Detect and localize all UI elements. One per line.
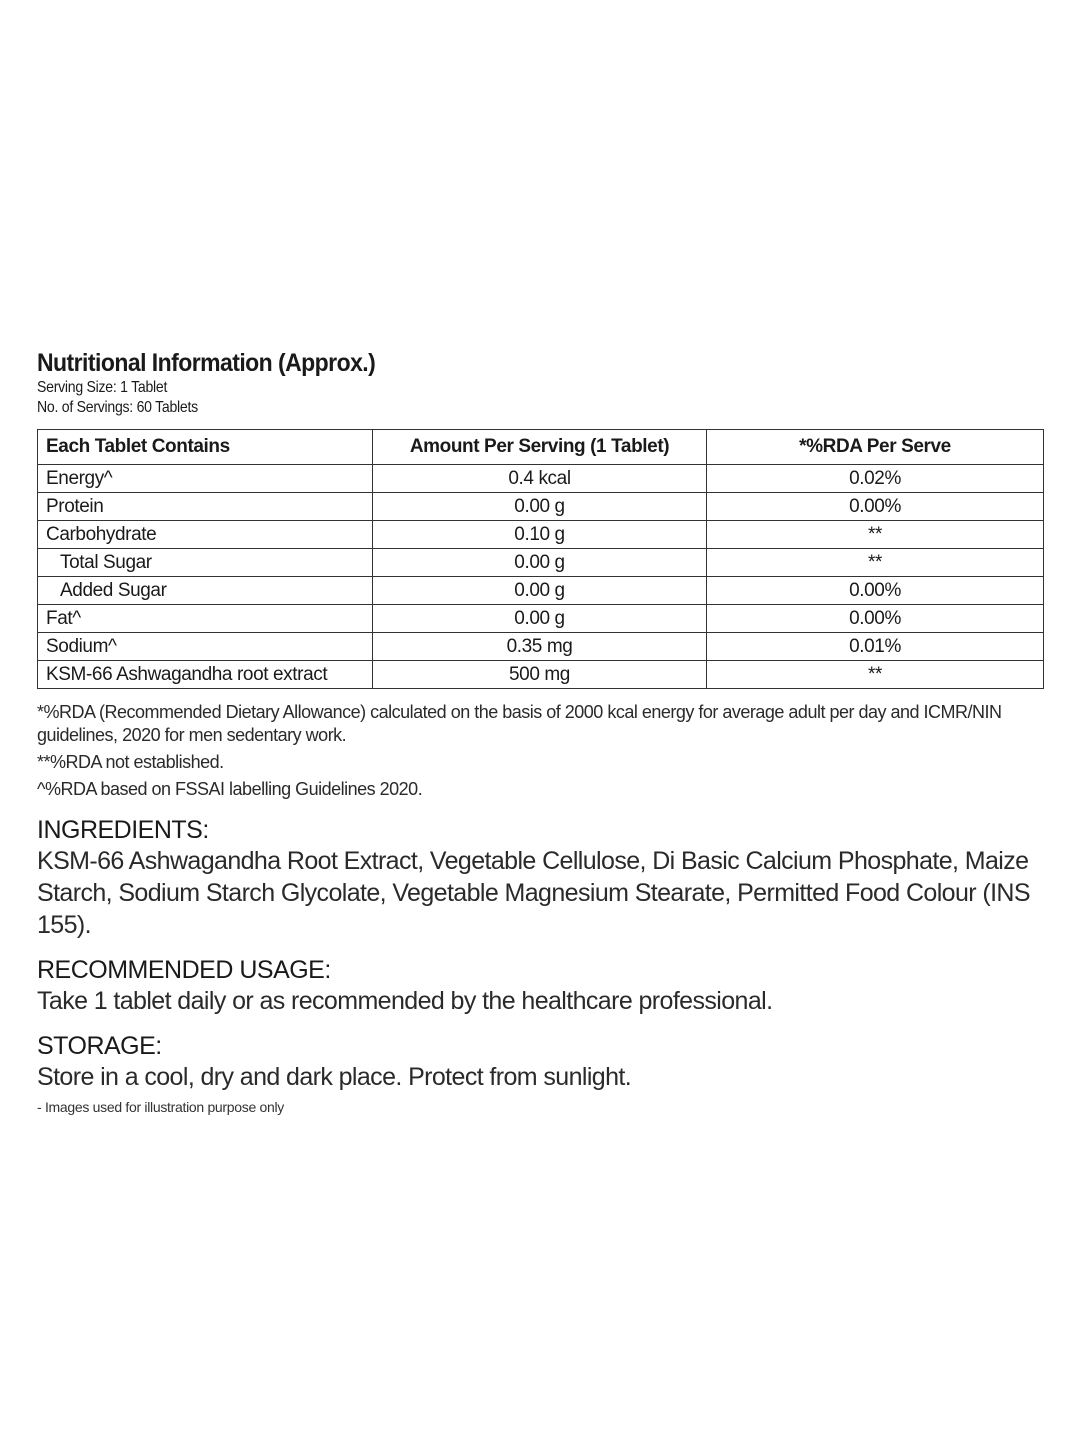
- table-row: [38, 549, 1044, 577]
- nutrient-amount: 0.35 mg: [373, 633, 707, 661]
- fssai-footnote: ^%RDA based on FSSAI labelling Guidelines 2020.: [37, 779, 423, 799]
- nutrient-rda: 0.00%: [707, 577, 1044, 605]
- nutrient-rda: **: [707, 661, 1044, 689]
- nutrition-panel: [37, 348, 1043, 1115]
- nutrient-amount: 0.00 g: [373, 493, 707, 521]
- rda-not-established-footnote: **%RDA not established.: [37, 752, 224, 772]
- table-row: [38, 633, 1044, 661]
- nutrient-rda: 0.02%: [707, 465, 1044, 493]
- usage-heading: RECOMMENDED USAGE:: [37, 956, 331, 984]
- nutrient-name: Fat^: [38, 605, 373, 633]
- nutrition-table: [37, 429, 1044, 689]
- ingredients-heading: INGREDIENTS:: [37, 816, 209, 844]
- rda-footnote: *%RDA (Recommended Dietary Allowance) calculated on the basis of 2000 kcal energy for average adult per day and ICMR/NIN guidelines, 2020 for men sedentary work.: [37, 702, 1002, 745]
- table-row: [38, 661, 1044, 689]
- table-row: [38, 465, 1044, 493]
- nutrient-amount: 0.00 g: [373, 605, 707, 633]
- column-header-amount: Amount Per Serving (1 Tablet): [373, 430, 707, 465]
- servings-count: No. of Servings: 60 Tablets: [37, 399, 198, 416]
- table-row: [38, 577, 1044, 605]
- nutrient-rda: 0.00%: [707, 493, 1044, 521]
- nutrient-name: Carbohydrate: [38, 521, 373, 549]
- table-row: [38, 521, 1044, 549]
- usage-text: Take 1 tablet daily or as recommended by the healthcare professional.: [37, 987, 773, 1015]
- storage-heading: STORAGE:: [37, 1032, 162, 1060]
- nutrient-rda: **: [707, 521, 1044, 549]
- nutrient-amount: 500 mg: [373, 661, 707, 689]
- nutrient-name: Sodium^: [38, 633, 373, 661]
- column-header-contents: Each Tablet Contains: [38, 430, 373, 465]
- nutrient-rda: **: [707, 549, 1044, 577]
- nutrient-name: Protein: [38, 493, 373, 521]
- footnotes: [37, 701, 1043, 801]
- serving-size: Serving Size: 1 Tablet: [37, 379, 168, 396]
- storage-text: Store in a cool, dry and dark place. Protect from sunlight.: [37, 1063, 632, 1091]
- table-row: [38, 605, 1044, 633]
- table-row: [38, 493, 1044, 521]
- nutrient-amount: 0.4 kcal: [373, 465, 707, 493]
- illustration-disclaimer: - Images used for illustration purpose only: [37, 1099, 285, 1115]
- nutrient-rda: 0.00%: [707, 605, 1044, 633]
- column-header-rda: *%RDA Per Serve: [707, 430, 1044, 465]
- nutrient-rda: 0.01%: [707, 633, 1044, 661]
- nutrient-name: Added Sugar: [38, 577, 373, 605]
- nutrient-name: KSM-66 Ashwagandha root extract: [38, 661, 373, 689]
- page-title: Nutritional Information (Approx.): [37, 349, 376, 377]
- nutrient-name: Total Sugar: [38, 549, 373, 577]
- ingredients-text: KSM-66 Ashwagandha Root Extract, Vegetable Cellulose, Di Basic Calcium Phosphate, Maize Starch, Sodium Starch Glycolate, Vegetable Magnesium Stearate, Permitted Food Colour (INS 155).: [37, 847, 1030, 939]
- nutrient-amount: 0.00 g: [373, 549, 707, 577]
- nutrient-amount: 0.10 g: [373, 521, 707, 549]
- nutrient-name: Energy^: [38, 465, 373, 493]
- table-header-row: [38, 430, 1044, 465]
- nutrient-amount: 0.00 g: [373, 577, 707, 605]
